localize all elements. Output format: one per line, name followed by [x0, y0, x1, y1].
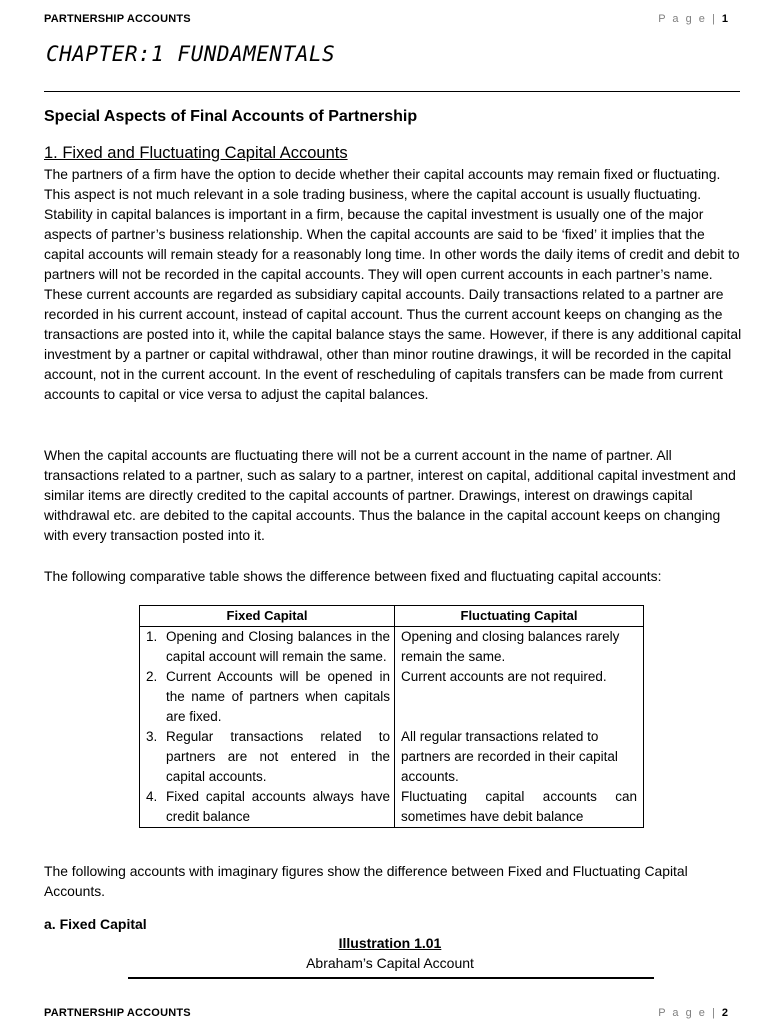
column-header-fluctuating: Fluctuating Capital [395, 606, 644, 627]
page-header [44, 9, 728, 29]
footer-page-number-label: P a g e | 2 [658, 1007, 728, 1019]
fluctuating-cell [395, 787, 644, 828]
fluctuating-cell-text: Opening and closing balances rarely remain the same. [401, 629, 620, 664]
table-row [140, 727, 644, 787]
page-number-label: P a g e | 1 [658, 13, 728, 25]
illustration-subtitle: Abraham’s Capital Account [306, 955, 474, 971]
fixed-cell: 2. Current Accounts will be opened in the name of partners when capitals are fixed. [140, 667, 395, 727]
fluctuating-cell [395, 727, 644, 787]
header-title: PARTNERSHIP ACCOUNTS [44, 13, 191, 25]
fixed-cell: 1. Opening and Closing balances in the capital account will remain the same. [140, 627, 395, 668]
page-number: 1 [721, 13, 728, 25]
paragraph-table-intro: The following comparative table shows the difference between fixed and fluctuating capital accounts: [44, 568, 662, 584]
table-row [140, 787, 644, 828]
paragraph-fixed-capital: The partners of a firm have the option to decide whether their capital accounts may remain fixed or fluctuating. This aspect is not much relevant in a sole trading business, where the capital account is usually fluctuating. Stability in capital balances is important in a firm, because the capital investment is usually one of the major aspects of partner’s business relationship. When the capital accounts are said to be ‘fixed’ it implies that the capital accounts will remain steady for a reasonably long time. In other words the daily items of credit and debit to partners will not be recorded in the capital accounts. They will open current accounts in each partner’s name. These current accounts are regarded as subsidiary capital accounts. Daily transactions related to a partner are recorded in his current account, instead of capital account. Thus the current account keeps on changing as the transactions are posted into it, while the capital balance stays the same. However, if there is any additional capital investment by a partner or capital withdrawal, other than minor routine drawings, it will be recorded in the capital account, not in the current account. In the event of rescheduling of capitals transfers can be made from current accounts to capital or vice versa to adjust the capital balances. [44, 166, 742, 402]
chapter-divider [44, 91, 740, 92]
illustration-title: Illustration 1.01 [338, 935, 442, 951]
subsection-title: 1. Fixed and Fluctuating Capital Accounts [44, 144, 348, 162]
account-rule [128, 977, 654, 979]
footer-title: PARTNERSHIP ACCOUNTS [44, 1007, 191, 1019]
fluctuating-cell [395, 667, 644, 727]
column-header-fixed: Fixed Capital [140, 606, 395, 627]
subheading-fixed-capital: a. Fixed Capital [44, 916, 147, 932]
fluctuating-cell [395, 627, 644, 668]
table-header-row [140, 606, 644, 627]
section-title: Special Aspects of Final Accounts of Partnership [44, 108, 418, 125]
fixed-cell-text: Opening and Closing balances in the capital account will remain the same. [166, 629, 390, 664]
fixed-cell: 3. Regular transactions related to partners are not entered in the capital accounts. [140, 727, 395, 787]
table-row [140, 667, 644, 727]
fixed-cell: 4. Fixed capital accounts always have credit balance [140, 787, 395, 828]
comparison-table [139, 605, 644, 828]
fixed-cell-text: Fixed capital accounts always have credit balance [166, 789, 390, 824]
fixed-cell-text: Regular transactions related to partners are not entered in the capital accounts. [166, 729, 390, 784]
paragraph-fluctuating-capital: When the capital accounts are fluctuating there will not be a current account in the name of partner. All transactions related to a partner, such as salary to a partner, interest on capital, additional capital investment and similar items are directly credited to the capital accounts of partner. Drawings, interest on drawings capital withdrawal etc. are debited to the capital accounts. Thus the balance in the capital account keeps on changing with every transaction posted into it. [44, 447, 736, 543]
chapter-title: CHAPTER:1 FUNDAMENTALS [46, 42, 336, 66]
fluctuating-cell-text: Current accounts are not required. [401, 669, 607, 684]
fixed-cell-text: Current Accounts will be opened in the name of partners when capitals are fixed. [166, 669, 390, 724]
fluctuating-cell-text: Fluctuating capital accounts can sometimes have debit balance [401, 789, 637, 824]
footer-page-number: 2 [721, 1007, 728, 1019]
paragraph-illustration-intro: The following accounts with imaginary figures show the difference between Fixed and Fluctuating Capital Accounts. [44, 863, 688, 899]
page-footer-header [44, 1003, 728, 1023]
table-row [140, 627, 644, 668]
fluctuating-cell-text: All regular transactions related to partners are recorded in their capital accounts. [401, 729, 618, 784]
